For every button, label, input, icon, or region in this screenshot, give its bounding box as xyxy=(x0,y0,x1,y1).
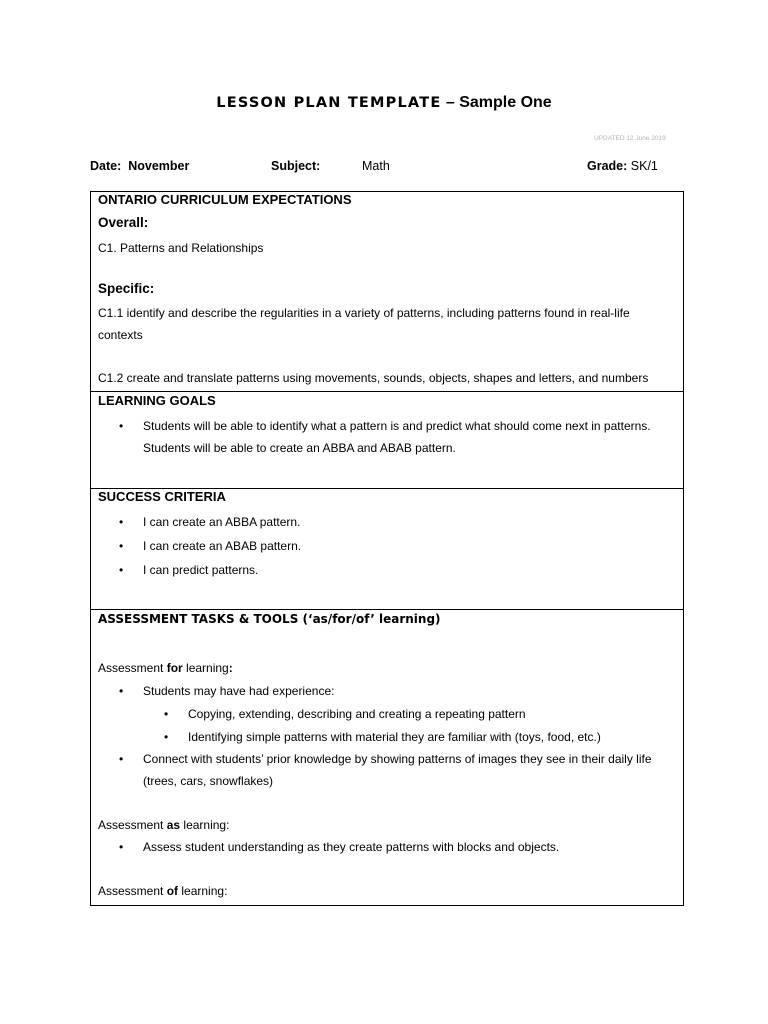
c11-line1: C1.1 identify and describe the regularities in a variety of patterns, including patterns found in real-life xyxy=(98,306,630,320)
goal-line1: Students will be able to identify what a pattern is and predict what should come next in patterns. xyxy=(143,419,651,433)
date-field: Date: November xyxy=(90,159,190,173)
success-criteria-heading: SUCCESS CRITERIA xyxy=(98,489,226,504)
assessment-heading: ASSESSMENT TASKS & TOOLS (‘as/for/of’ learning) xyxy=(98,612,441,626)
overall-text: C1. Patterns and Relationships xyxy=(98,241,264,255)
curriculum-section xyxy=(90,191,684,392)
assessment-as-label: Assessment as learning: xyxy=(98,818,230,832)
curriculum-heading: ONTARIO CURRICULUM EXPECTATIONS xyxy=(98,192,352,207)
criteria-item: I can predict patterns. xyxy=(143,563,259,577)
bullet-icon: • xyxy=(119,539,124,553)
as-item1: Assess student understanding as they create patterns with blocks and objects. xyxy=(143,840,560,854)
goal-line2: Students will be able to create an ABBA and ABAB pattern. xyxy=(143,441,456,455)
page-title: LESSON PLAN TEMPLATE – Sample One xyxy=(216,94,552,111)
overall-label: Overall: xyxy=(98,215,149,230)
criteria-item: I can create an ABAB pattern. xyxy=(143,539,302,553)
learning-goals-heading: LEARNING GOALS xyxy=(98,393,216,408)
c12-text: C1.2 create and translate patterns using movements, sounds, objects, shapes and letters, and numbers xyxy=(98,371,649,385)
for-sub1: Copying, extending, describing and creating a repeating pattern xyxy=(188,707,526,721)
bullet-icon: • xyxy=(119,515,124,529)
for-item1: Students may have had experience: xyxy=(143,684,335,698)
assessment-for-label: Assessment for learning: xyxy=(98,661,233,675)
bullet-icon: • xyxy=(119,419,124,433)
success-criteria-section xyxy=(90,488,684,610)
for-item2-line2: (trees, cars, snowflakes) xyxy=(143,774,274,788)
subject-value: Math xyxy=(362,159,390,173)
specific-label: Specific: xyxy=(98,281,155,296)
for-item2-line1: Connect with students’ prior knowledge by showing patterns of images they see in their daily life xyxy=(143,752,652,766)
assessment-section xyxy=(90,609,684,906)
grade-field: Grade: SK/1 xyxy=(587,159,658,173)
for-sub2: Identifying simple patterns with material they are familiar with (toys, food, etc.) xyxy=(188,730,601,744)
assessment-of-label: Assessment of learning: xyxy=(98,884,228,898)
bullet-icon: • xyxy=(164,730,169,744)
subject-label: Subject: xyxy=(271,159,321,173)
bullet-icon: • xyxy=(119,752,124,766)
bullet-icon: • xyxy=(119,684,124,698)
updated-date: UPDATED 12 June 2019 xyxy=(594,135,666,142)
c11-line2: contexts xyxy=(98,328,143,342)
learning-goals-section xyxy=(90,391,684,489)
criteria-item: I can create an ABBA pattern. xyxy=(143,515,301,529)
bullet-icon: • xyxy=(119,563,124,577)
bullet-icon: • xyxy=(119,840,124,854)
bullet-icon: • xyxy=(164,707,169,721)
